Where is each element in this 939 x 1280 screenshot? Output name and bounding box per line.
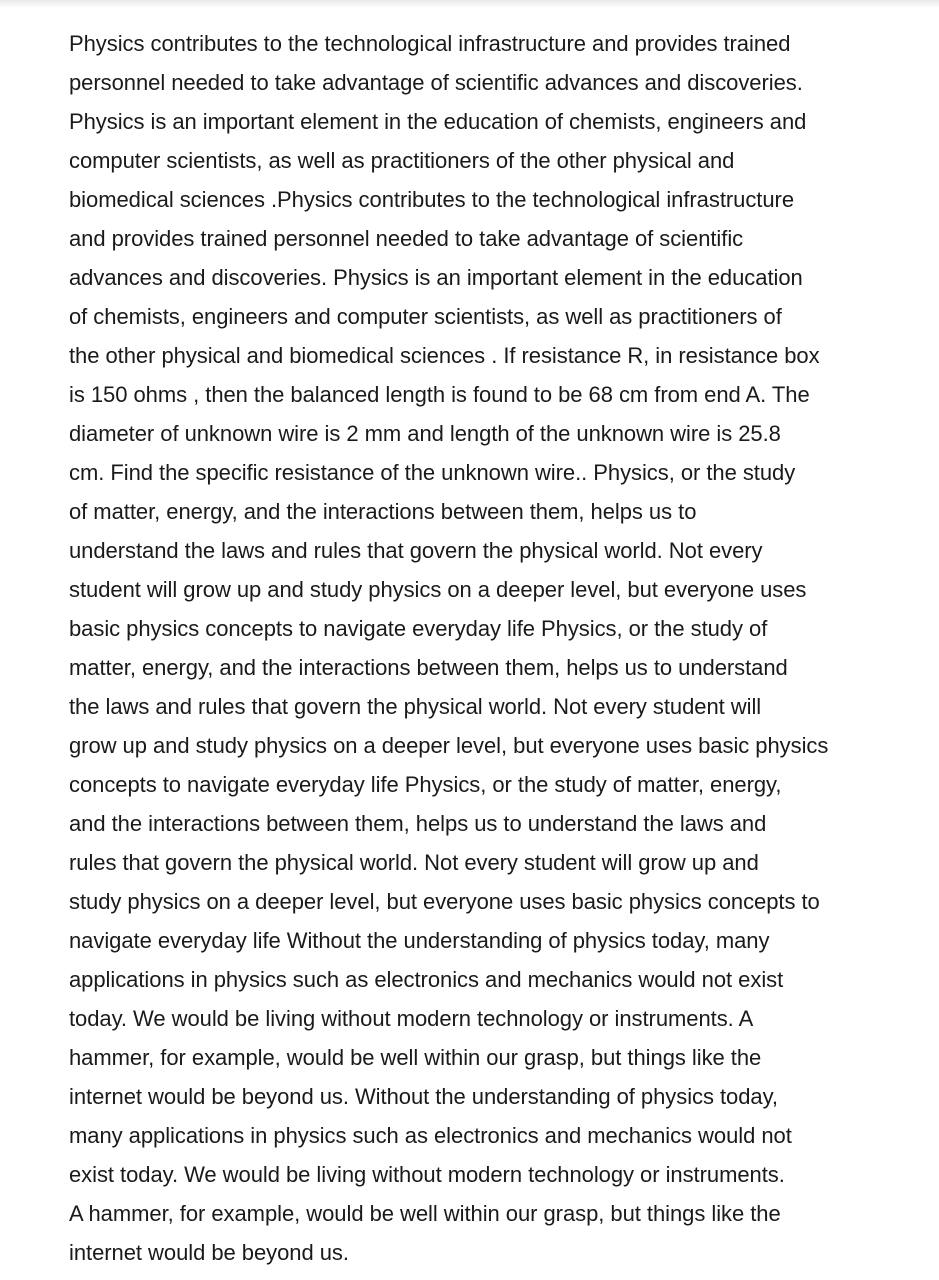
text-line: applications in physics such as electronics and mechanics would not exist [69,967,784,992]
text-line: concepts to navigate everyday life Physics, or the study of matter, energy, [69,772,782,797]
text-line: Physics contributes to the technological infrastructure and provides trained [69,31,791,56]
text-line: personnel needed to take advantage of scientific advances and discoveries. [69,70,803,95]
text-line: student will grow up and study physics on a deeper level, but everyone uses [69,577,807,602]
body-paragraph [69,24,929,1272]
text-line: internet would be beyond us. Without the understanding of physics today, [69,1084,778,1109]
text-line: the other physical and biomedical sciences . If resistance R, in resistance box [69,343,820,368]
text-line: computer scientists, as well as practitioners of the other physical and [69,148,735,173]
text-line: cm. Find the specific resistance of the unknown wire.. Physics, or the study [69,460,796,485]
text-line: diameter of unknown wire is 2 mm and length of the unknown wire is 25.8 [69,421,781,446]
text-line: navigate everyday life Without the understanding of physics today, many [69,928,770,953]
text-line: advances and discoveries. Physics is an important element in the education [69,265,803,290]
text-line: Physics is an important element in the education of chemists, engineers and [69,109,807,134]
text-line: rules that govern the physical world. Not every student will grow up and [69,850,759,875]
text-line: matter, energy, and the interactions between them, helps us to understand [69,655,788,680]
text-line: many applications in physics such as electronics and mechanics would not [69,1123,792,1148]
text-line: and provides trained personnel needed to take advantage of scientific [69,226,744,251]
text-line: the laws and rules that govern the physical world. Not every student will [69,694,762,719]
page-top-shadow [0,0,939,8]
text-line: basic physics concepts to navigate everyday life Physics, or the study of [69,616,768,641]
text-line: grow up and study physics on a deeper level, but everyone uses basic physics [69,733,829,758]
text-line: today. We would be living without modern technology or instruments. A [69,1006,754,1031]
text-line: is 150 ohms , then the balanced length is found to be 68 cm from end A. The [69,382,810,407]
text-line: study physics on a deeper level, but everyone uses basic physics concepts to [69,889,820,914]
text-line: understand the laws and rules that govern the physical world. Not every [69,538,763,563]
text-line: A hammer, for example, would be well within our grasp, but things like the [69,1201,781,1226]
text-line: biomedical sciences .Physics contributes to the technological infrastructure [69,187,795,212]
text-line: of matter, energy, and the interactions between them, helps us to [69,499,697,524]
text-line: of chemists, engineers and computer scientists, as well as practitioners of [69,304,782,329]
text-line: and the interactions between them, helps us to understand the laws and [69,811,767,836]
text-line: exist today. We would be living without modern technology or instruments. [69,1162,785,1187]
text-line: hammer, for example, would be well within our grasp, but things like the [69,1045,762,1070]
text-line: internet would be beyond us. [69,1240,349,1265]
